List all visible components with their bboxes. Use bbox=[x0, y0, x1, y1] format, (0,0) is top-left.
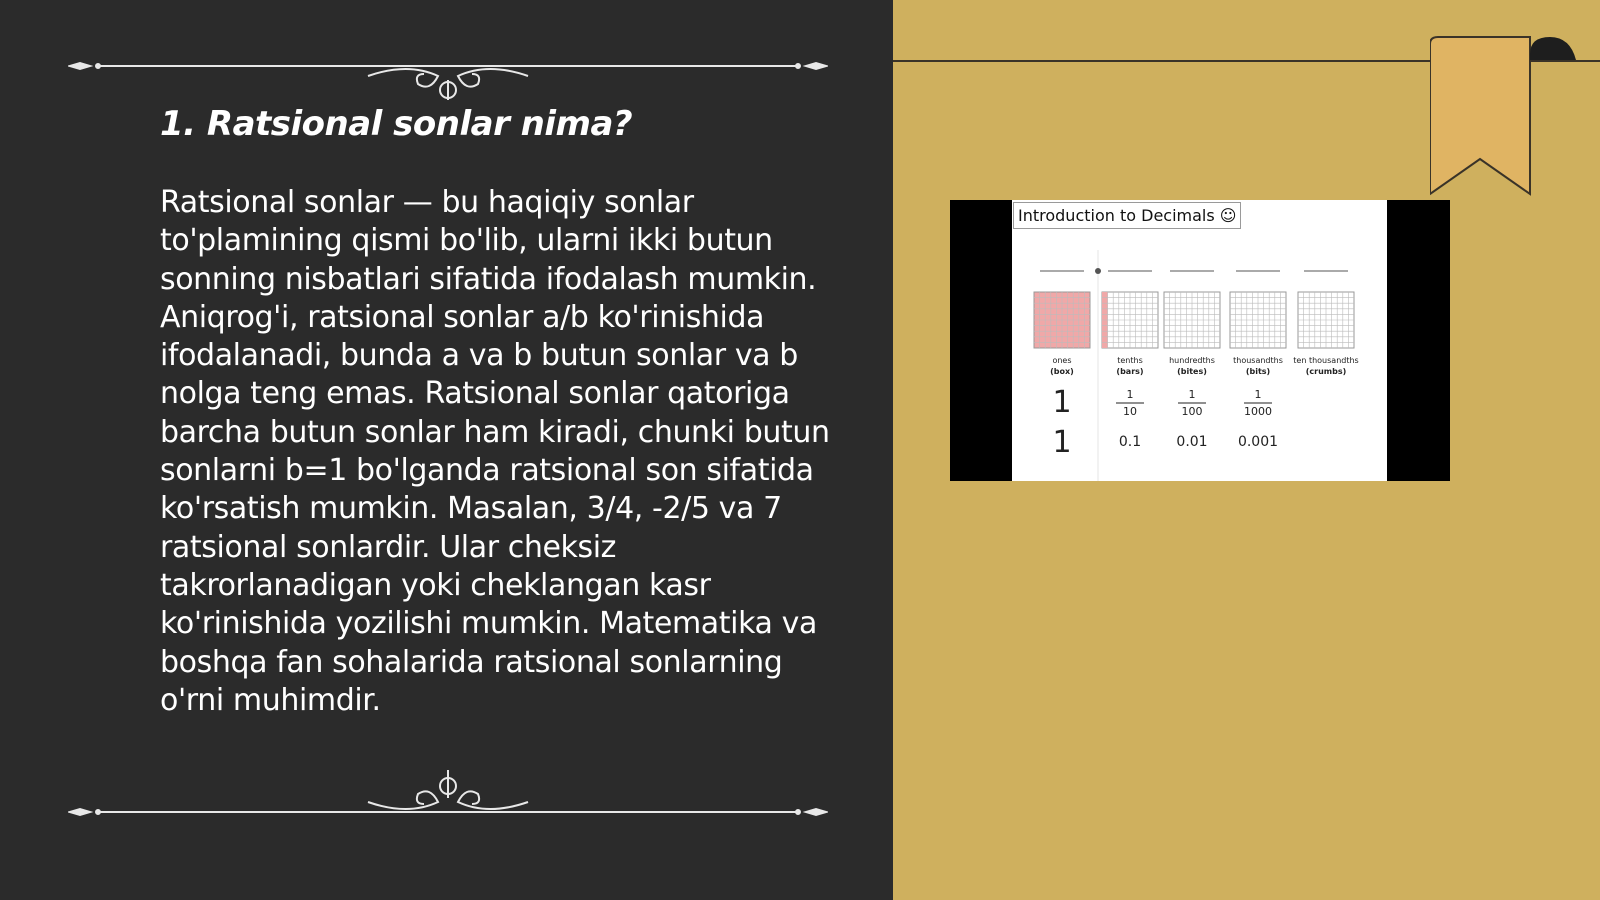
decimal-value: 1 bbox=[1052, 425, 1072, 460]
place-value-diagram bbox=[1012, 200, 1387, 481]
bottom-ornament-divider bbox=[68, 770, 828, 830]
place-nickname-label: (bites) bbox=[1177, 367, 1207, 376]
decimal-point-icon bbox=[1095, 268, 1101, 274]
place-name-label: thousandths bbox=[1233, 356, 1283, 365]
video-embed[interactable] bbox=[950, 200, 1450, 481]
place-nickname-label: (bars) bbox=[1116, 367, 1144, 376]
whole-number-value: 1 bbox=[1052, 385, 1072, 420]
place-nickname-label: (bits) bbox=[1245, 367, 1271, 376]
video-frame-content bbox=[1012, 200, 1387, 481]
place-nickname-label: (box) bbox=[1050, 367, 1074, 376]
slide-body-text: Ratsional sonlar — bu haqiqiy sonlar to'plamining qismi bo'lib, ularni ikki butun sonning nisbatlari sifatida ifodalash mumkin. Aniqrog'i, ratsional sonlar a/b ko'rinishida ifodalanadi, bunda a va b butun sonlar va b nolga teng emas. Ratsional sonlar qatoriga barcha butun sonlar ham kiradi, chunki butun sonlarni b=1 bo'lganda ratsional son sifatida ko'rsatish mumkin. Masalan, 3/4, -2/5 va 7 ratsional sonlardir. Ular cheksiz takrorlanadigan yoki cheklangan kasr ko'rinishida yozilishi mumkin. Matematika va boshqa fan sohalarida ratsional sonlarning o'rni muhimdir. bbox=[160, 185, 830, 718]
fraction-denominator: 100 bbox=[1181, 405, 1203, 418]
fraction-numerator: 1 bbox=[1188, 388, 1196, 401]
fraction-numerator: 1 bbox=[1126, 388, 1134, 401]
video-title-text: Introduction to Decimals bbox=[1018, 206, 1215, 225]
top-ornament-divider bbox=[68, 40, 828, 100]
place-nickname-label: (crumbs) bbox=[1305, 367, 1347, 376]
decimal-value: 0.001 bbox=[1237, 434, 1279, 450]
fraction-denominator: 1000 bbox=[1244, 405, 1272, 418]
place-name-label: ones bbox=[1052, 356, 1072, 365]
smiley-icon: ☺ bbox=[1219, 206, 1237, 225]
bookmark-ribbon-icon bbox=[1430, 34, 1600, 204]
place-name-label: ten thousandths bbox=[1293, 356, 1359, 365]
place-name-label: tenths bbox=[1117, 356, 1143, 365]
slide-title: 1. Ratsional sonlar nima? bbox=[160, 104, 633, 144]
decimal-value: 0.1 bbox=[1118, 434, 1142, 450]
decimal-value: 0.01 bbox=[1176, 434, 1208, 450]
fraction-numerator: 1 bbox=[1254, 388, 1262, 401]
place-name-label: hundredths bbox=[1169, 356, 1215, 365]
fraction-denominator: 10 bbox=[1123, 405, 1137, 418]
